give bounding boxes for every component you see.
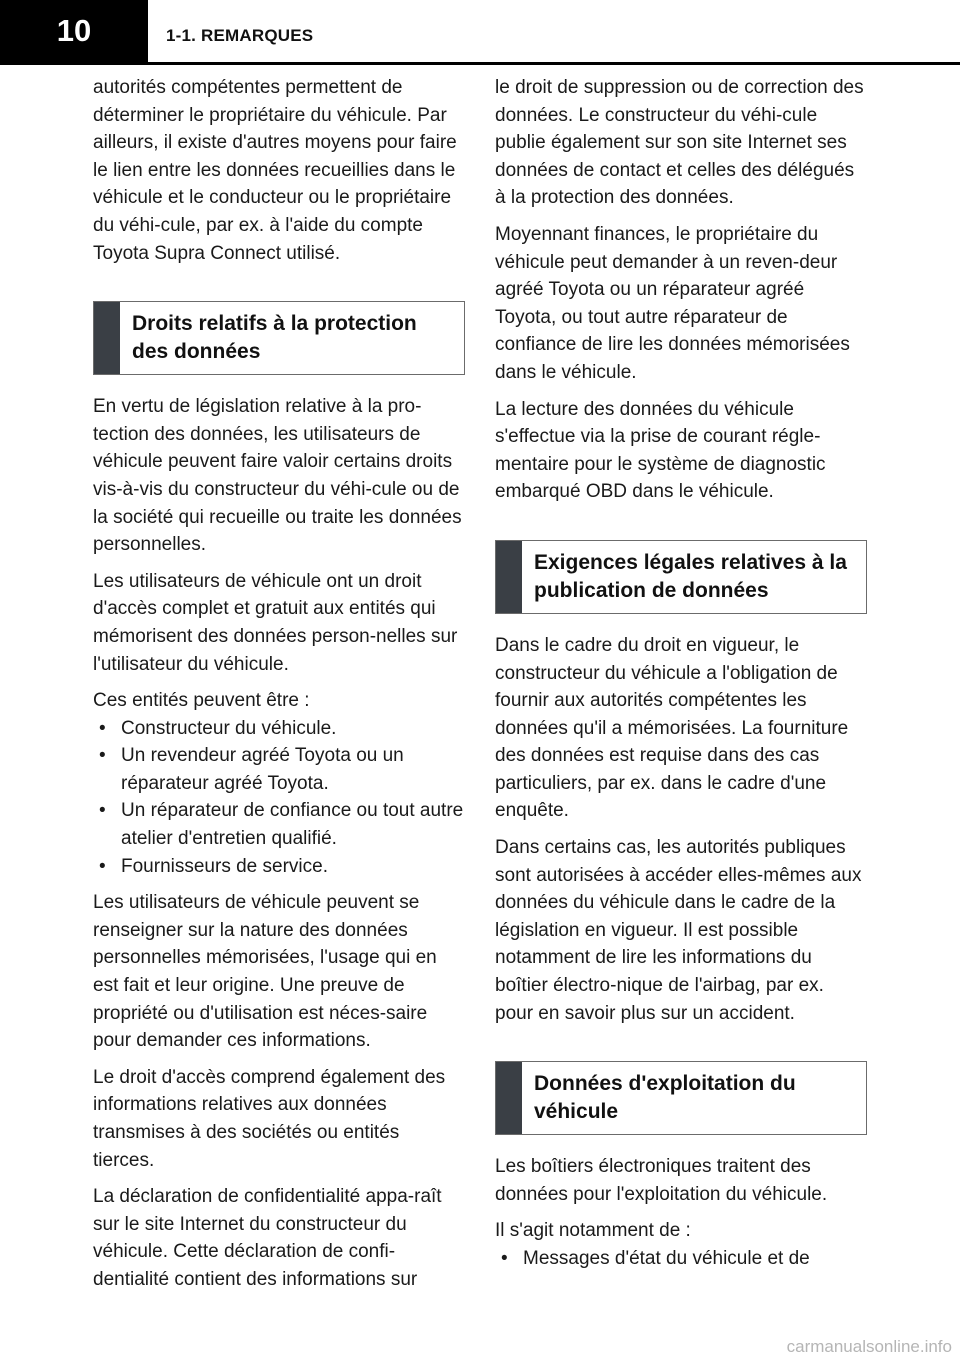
paragraph: Le droit d'accès comprend également des informations relatives aux données transmises à des sociétés ou entités tierces.: [93, 1066, 446, 1171]
watermark: carmanualsonline.info: [786, 1337, 952, 1356]
paragraph: Il s'agit notamment de :: [495, 1220, 691, 1242]
header-divider: [0, 62, 960, 65]
subsection-heading-data-protection-rights: [93, 301, 465, 375]
subsection-heading-legal-requirements: [495, 540, 867, 614]
paragraph: Les utilisateurs de véhicule peuvent se renseigner sur la nature des données personnelles mémorisées, l'usage qui en est fait et leur origine. Une preuve de propriété ou d'utilisation est néces-saire pour demander ces informations.: [93, 892, 437, 1052]
list-item: • Un réparateur de confiance ou tout autre atelier d'entretien qualifié.: [93, 797, 465, 852]
paragraph: Moyennant finances, le propriétaire du véhicule peut demander à un reven-deur agréé Toyota ou un réparateur agréé Toyota, ou tout autre réparateur de confiance de lire les données mémorisées dans le véhicule.: [495, 223, 850, 383]
subsection-heading-operating-data: [495, 1061, 867, 1135]
page-number: 10: [0, 0, 148, 62]
heading-text: Droits relatifs à la protection des données: [132, 312, 417, 364]
paragraph: autorités compétentes permettent de déterminer le propriétaire du véhicule. Par ailleurs, il existe d'autres moyens pour faire le lien entre les données recueillies dans le véhicule et le conducteur ou le propriétaire du véhi-cule, par ex. à l'aide du compte Toyota Supra Connect utilisé.: [93, 77, 457, 264]
paragraph: Dans certains cas, les autorités publiques sont autorisées à accéder elles-mêmes aux données du véhicule dans le cadre de la législation en vigueur. Il est possible notamment de lire les informations du boîtier électro-nique de l'airbag, par ex. pour en savoir plus sur un accident.: [495, 837, 862, 1024]
paragraph: Les boîtiers électroniques traitent des données pour l'exploitation du véhicule.: [495, 1156, 828, 1205]
paragraph: Dans le cadre du droit en vigueur, le constructeur du véhicule a l'obligation de fournir aux autorités compétentes les données qu'il a mémorisées. La fourniture des données est requise dans des cas particuliers, par ex. dans le cadre d'une enquête.: [495, 634, 849, 822]
heading-accent-bar: [496, 1062, 522, 1134]
heading-text: Données d'exploitation du véhicule: [534, 1072, 796, 1124]
list-item: • Constructeur du véhicule.: [93, 715, 465, 743]
right-column: [495, 74, 867, 1282]
page-header: [0, 0, 960, 62]
left-column: [93, 74, 465, 1303]
paragraph: Les utilisateurs de véhicule ont un droit d'accès complet et gratuit aux entités qui mémorisent des données person-nelles sur l'utilisateur du véhicule.: [93, 570, 458, 675]
list-item: • Fournisseurs de service.: [93, 853, 465, 881]
list-item: • Un revendeur agréé Toyota ou un réparateur agréé Toyota.: [93, 742, 465, 797]
heading-accent-bar: [94, 302, 120, 374]
paragraph: La déclaration de confidentialité appa-raît sur le site Internet du constructeur du véhicule. Cette déclaration de confi-dentialité contient des informations sur: [93, 1186, 442, 1290]
section-title: 1-1. REMARQUES: [166, 26, 314, 45]
heading-text: Exigences légales relatives à la publication de données: [534, 550, 847, 602]
list-item: • Messages d'état du véhicule et de: [495, 1245, 867, 1273]
entities-list: [93, 715, 465, 881]
paragraph: La lecture des données du véhicule s'effectue via la prise de courant régle-mentaire pour le système de diagnostic embarqué OBD dans le véhicule.: [495, 398, 826, 503]
paragraph: le droit de suppression ou de correction des données. Le constructeur du véhi-cule publie également sur son site Internet ses données de contact et celles des délégués à la protection des données.: [495, 77, 864, 209]
operating-data-list: [495, 1245, 867, 1273]
heading-accent-bar: [496, 541, 522, 613]
paragraph: Ces entités peuvent être :: [93, 690, 310, 712]
paragraph: En vertu de législation relative à la pro-tection des données, les utilisateurs de véhicule peuvent faire valoir certains droits vis-à-vis du constructeur du véhi-cule ou de la société qui recueille ou traite les données personnelles.: [93, 396, 462, 556]
